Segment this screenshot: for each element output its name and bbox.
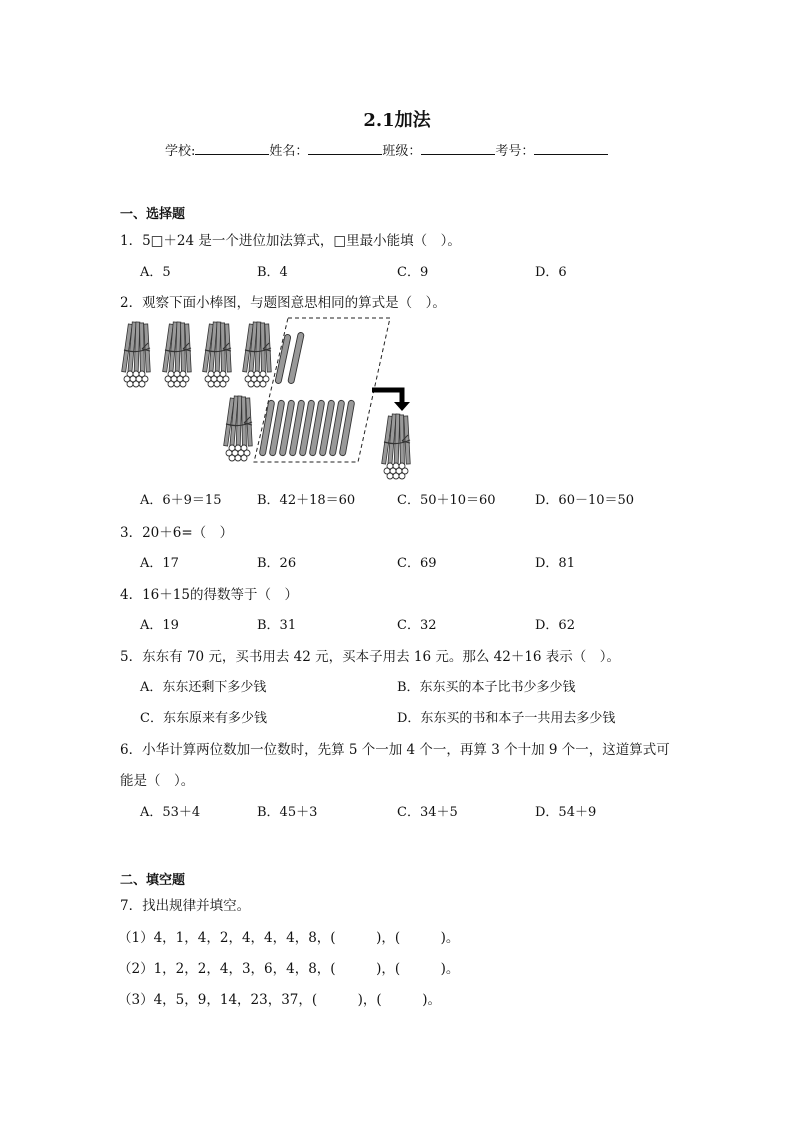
question-6-line-1: 6．小华计算两位数加一位数时，先算 5 个一加 4 个一，再算 3 个十加 9 个一，这道算式可 [120,742,670,758]
class-blank [421,142,495,155]
student-info-line [165,140,608,159]
q1-option-d: D．6 [535,265,567,280]
q3-option-c: C．69 [397,556,437,571]
bundle-icon [243,322,272,387]
q2-option-b: B．42＋18＝60 [257,493,356,508]
q4-option-d: D．62 [535,618,575,633]
q4-option-a: A．19 [140,618,179,633]
bundle-icon [224,396,253,461]
q3-option-a: A．17 [140,556,179,571]
q5-option-c: C．东东原来有多少钱 [140,711,267,726]
q6-option-d: D．54＋9 [535,805,597,820]
number-blank [534,142,608,155]
sticks-figure [118,312,438,482]
school-blank [195,142,269,155]
loose-sticks-top [275,332,304,384]
school-label: 学校: [165,144,196,159]
q2-option-c: C．50＋10＝60 [397,493,496,508]
question-7: 7．找出规律并填空。 [120,898,251,914]
arrow-icon [372,390,410,411]
question-4: 4．16＋15的得数等于（ ） [120,587,298,603]
section-fill-title: 二、填空题 [120,873,186,888]
q4-option-b: B．31 [257,618,297,633]
question-2: 2．观察下面小棒图，与题图意思相同的算式是（ ）。 [120,295,446,311]
q2-option-a: A．6＋9＝15 [140,493,222,508]
q3-option-d: D．81 [535,556,575,571]
name-label: 姓名： [269,144,309,159]
question-6-line-2: 能是（ ）。 [120,773,195,789]
q5-option-a: A．东东还剩下多少钱 [140,680,267,695]
q7-line-1: （1）4，1，4，2，4，4，4，8，( )，( )。 [118,930,460,946]
question-3: 3．20＋6=（ ） [120,525,234,541]
q1-option-a: A．5 [140,265,171,280]
q5-option-d: D．东东买的书和本子一共用去多少钱 [397,711,616,726]
q2-option-d: D．60－10＝50 [535,493,635,508]
q1-option-c: C．9 [397,265,429,280]
class-label: 班级： [382,144,422,159]
q6-option-b: B．45＋3 [257,805,318,820]
q4-option-c: C．32 [397,618,437,633]
name-blank [308,142,382,155]
bundle-icon [122,322,151,387]
number-label: 考号： [495,144,535,159]
q7-line-2: （2）1，2，2，4，3，6，4，8，( )，( )。 [118,961,460,977]
section-choice-title: 一、选择题 [120,207,186,222]
q7-line-3: （3）4，5，9，14，23，37，( )，( )。 [118,992,441,1008]
loose-sticks-bottom [259,400,355,456]
bundle-icon [203,322,232,387]
q3-option-b: B．26 [257,556,297,571]
question-5: 5．东东有 70 元，买书用去 42 元，买本子用去 16 元。那么 42＋16 表示（ ）。 [120,649,621,665]
q6-option-c: C．34＋5 [397,805,458,820]
bundle-icon [163,322,192,387]
q6-option-a: A．53＋4 [140,805,201,820]
bundle-icon [382,414,411,479]
q5-option-b: B．东东买的本子比书少多少钱 [397,680,576,695]
question-1: 1．5□＋24 是一个进位加法算式，□里最小能填（ ）。 [120,233,461,249]
page-title: 2.1加法 [363,110,431,131]
q1-option-b: B．4 [257,265,288,280]
